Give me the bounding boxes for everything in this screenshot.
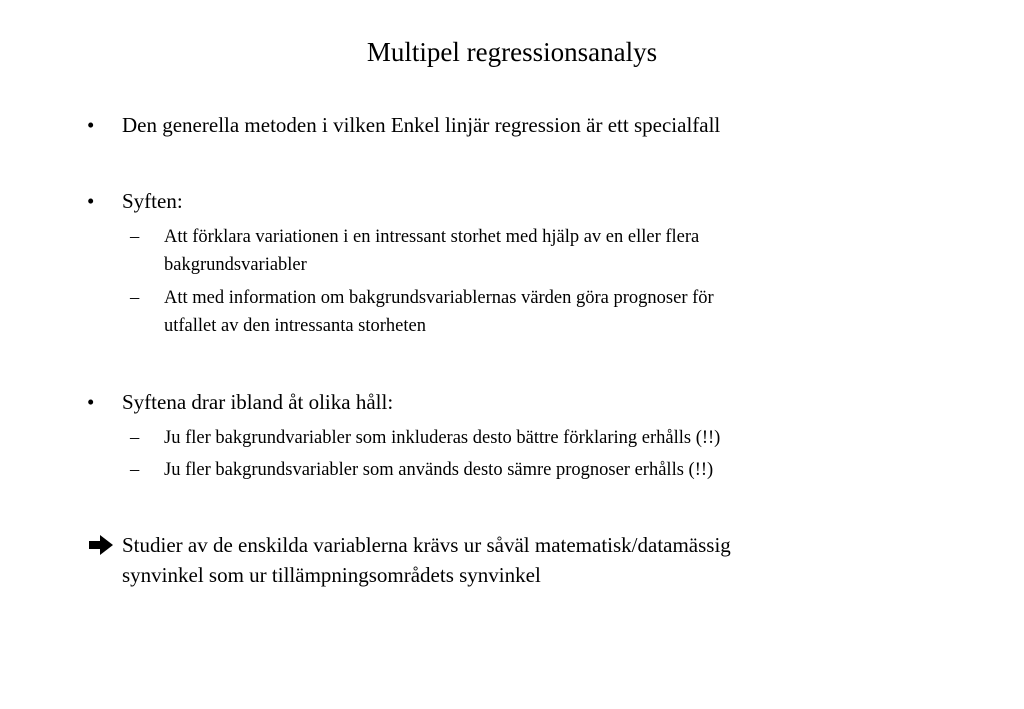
sub-bullet-item [130, 284, 714, 340]
bullet-text: Syftena drar ibland åt olika håll: [122, 390, 394, 414]
sub-bullet-text-line: Att förklara variationen i en intressant storhet med hjälp av en eller flera [164, 227, 700, 247]
bullet-text: Syften: [122, 189, 183, 213]
sub-bullet-item [130, 223, 700, 279]
bullet-item [87, 110, 721, 140]
sub-bullet-text-line: Att med information om bakgrundsvariablernas värden göra prognoser för [164, 288, 714, 308]
sub-bullet-marker: – [130, 428, 140, 448]
sub-bullet-item [130, 456, 714, 484]
bullet-marker: • [87, 113, 95, 137]
sub-bullet-text-line: utfallet av den intressanta storheten [164, 316, 426, 336]
conclusion-text-line: Studier av de enskilda variablerna krävs ur såväl matematisk/datamässig [122, 533, 731, 557]
sub-bullet-marker: – [130, 460, 140, 480]
sub-bullet-text-line: Ju fler bakgrundvariabler som inkluderas desto bättre förklaring erhålls (!!) [164, 428, 721, 448]
sub-bullet-text-line: Ju fler bakgrundsvariabler som används desto sämre prognoser erhålls (!!) [164, 460, 714, 480]
bullet-text: Den generella metoden i vilken Enkel linjär regression är ett specialfall [122, 113, 721, 137]
slide-title: Multipel regressionsanalys [366, 37, 658, 67]
right-arrow-icon [87, 534, 115, 556]
bullet-item [87, 387, 394, 417]
sub-bullet-item [130, 424, 721, 452]
conclusion-text-line: synvinkel som ur tillämpningsområdets synvinkel [122, 563, 541, 587]
bullet-marker: • [87, 189, 95, 213]
sub-bullet-text-line: bakgrundsvariabler [164, 255, 307, 275]
conclusion-item [122, 530, 731, 590]
sub-bullet-marker: – [130, 227, 140, 247]
bullet-item [87, 186, 183, 216]
bullet-marker: • [87, 390, 95, 414]
sub-bullet-marker: – [130, 288, 140, 308]
